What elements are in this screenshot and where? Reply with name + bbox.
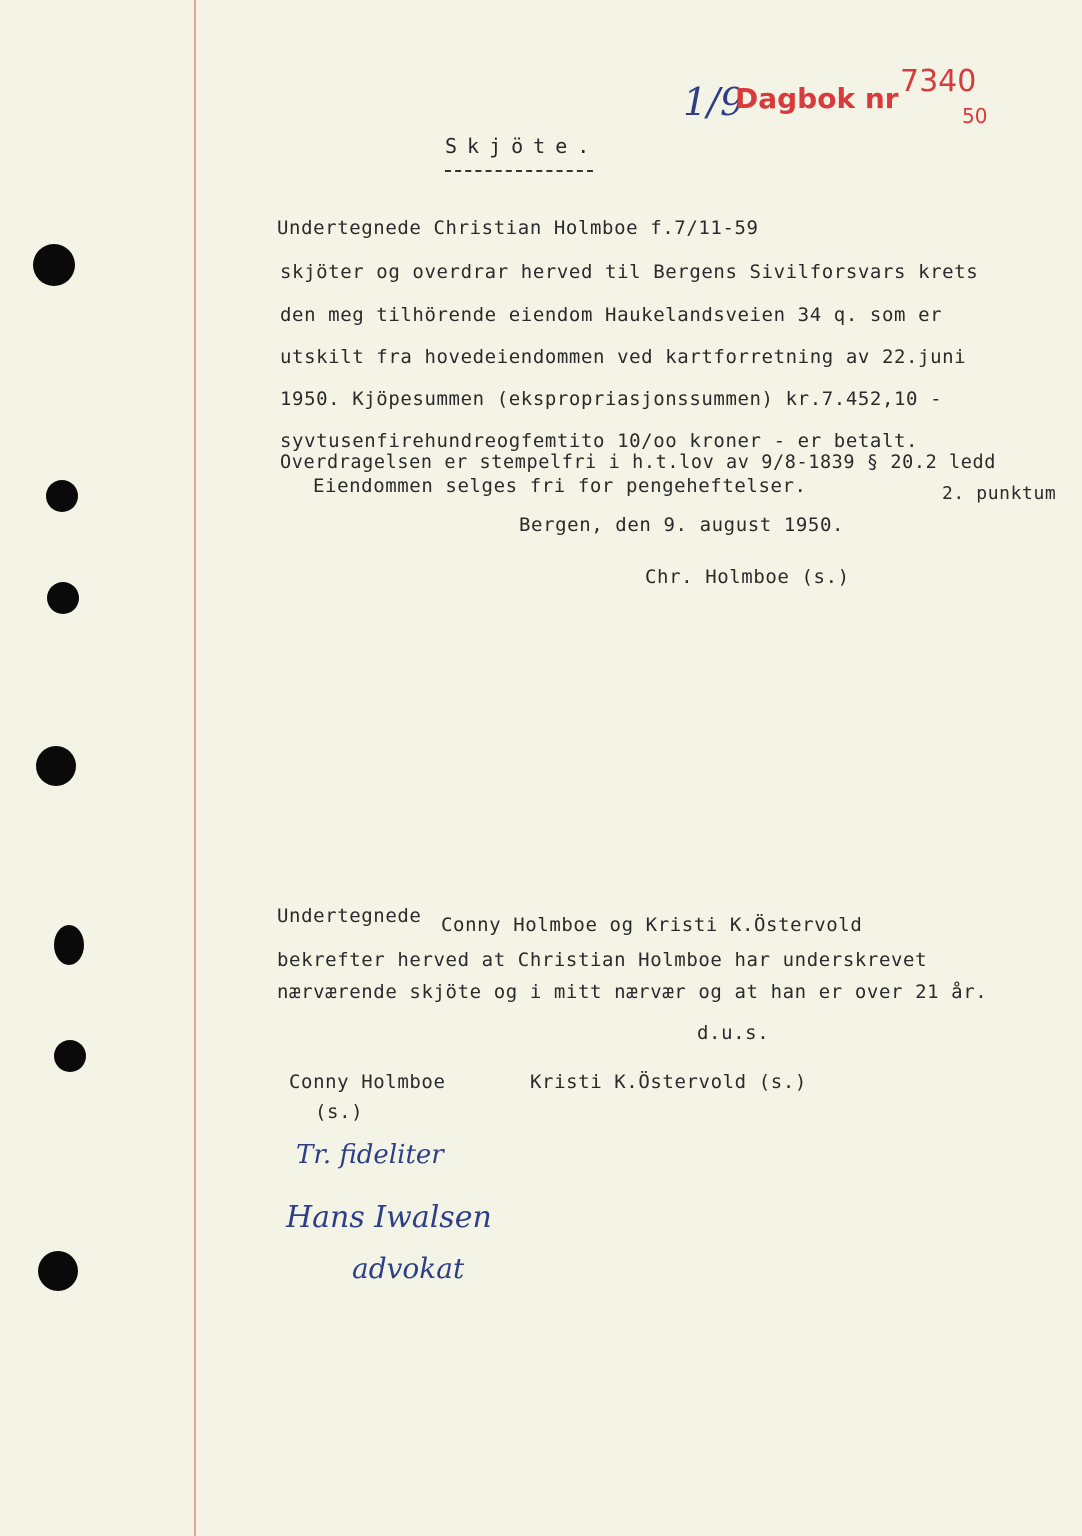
document-title: Skjöte. [445, 134, 600, 158]
signature-kristi-ostervold: Kristi K.Östervold (s.) [530, 1071, 807, 1093]
binder-hole [54, 925, 84, 965]
binder-hole [33, 244, 75, 286]
body-line: den meg tilhörende eiendom Haukelandsveien 34 q. som er [280, 304, 943, 326]
place-date: Bergen, den 9. august 1950. [519, 514, 845, 536]
body-line: 2. punktum [942, 483, 1057, 504]
signature-conny-holmboe: Conny Holmboe [289, 1071, 446, 1093]
handwritten-fideliter: Tr. fideliter [296, 1140, 444, 1170]
binder-hole [54, 1040, 86, 1072]
witness-line: Undertegnede [277, 905, 422, 927]
margin-line [194, 0, 196, 1536]
body-line: Eiendommen selges fri for pengeheftelser. [313, 475, 807, 497]
stamp-date: 1/9 [683, 80, 745, 124]
binder-hole [46, 480, 78, 512]
witness-line: Conny Holmboe og Kristi K.Östervold [441, 914, 863, 936]
body-line: syvtusenfirehundreogfemtito 10/oo kroner - er betalt. [280, 430, 919, 452]
signature-chr-holmboe: Chr. Holmboe (s.) [645, 566, 850, 588]
handwritten-title: advokat [352, 1252, 465, 1285]
witness-line: d.u.s. [697, 1022, 770, 1044]
handwritten-signature: Hans Iwalsen [286, 1200, 492, 1235]
signature-conny-s: (s.) [315, 1101, 364, 1123]
body-line: skjöter og overdrar herved til Bergens Sivilforsvars krets [280, 261, 979, 283]
stamp-number: 7340 [900, 64, 977, 99]
witness-line: nærværende skjöte og i mitt nærvær og at han er over 21 år. [277, 981, 988, 1003]
body-line: Overdragelsen er stempelfri i h.t.lov av 9/8-1839 § 20.2 ledd [280, 452, 997, 473]
title-underline [445, 170, 593, 172]
body-line: utskilt fra hovedeiendommen ved kartforretning av 22.juni [280, 346, 967, 368]
binder-hole [47, 582, 79, 614]
stamp-year: 50 [962, 104, 988, 128]
witness-line: bekrefter herved at Christian Holmboe har underskrevet [277, 949, 928, 971]
body-line: Undertegnede Christian Holmboe f.7/11-59 [277, 217, 759, 239]
body-line: 1950. Kjöpesummen (ekspropriasjonssummen) kr.7.452,10 - [280, 388, 943, 410]
stamp-label: Dagbok nr [735, 82, 899, 115]
binder-hole [36, 746, 76, 786]
binder-hole [38, 1251, 78, 1291]
